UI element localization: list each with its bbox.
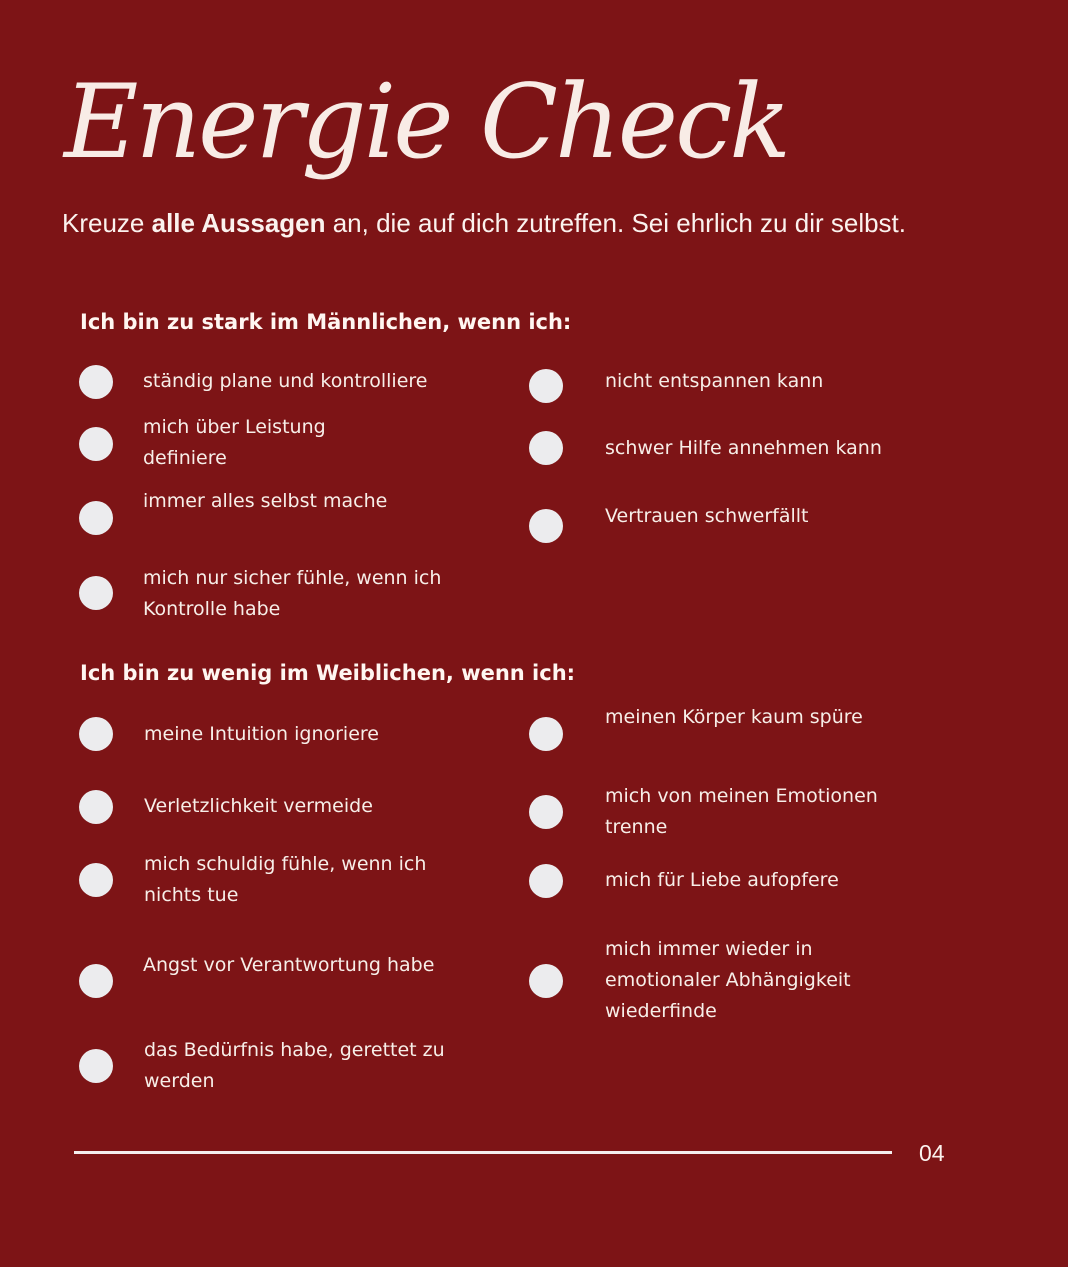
item-line: Angst vor Verantwortung habe (143, 954, 435, 976)
item-line: emotionaler Abhängigkeit (605, 969, 851, 991)
item-line: nicht entspannen kann (605, 370, 824, 392)
checklist-item-label (144, 1035, 445, 1097)
checkbox-circle[interactable] (529, 509, 563, 543)
item-line: mich immer wieder in (605, 938, 813, 960)
checklist-item-label (605, 433, 882, 464)
item-line: mich schuldig fühle, wenn ich (144, 853, 427, 875)
item-line: wiederfinde (605, 1000, 717, 1022)
checklist-item-label (605, 366, 823, 397)
checkbox-circle[interactable] (79, 790, 113, 824)
checklist-item-label (144, 791, 373, 822)
checkbox-circle[interactable] (529, 717, 563, 751)
checkbox-circle[interactable] (79, 964, 113, 998)
checklist-item-label (605, 501, 809, 532)
checkbox-circle[interactable] (79, 1049, 113, 1083)
item-line: mich über Leistung (143, 416, 326, 438)
checkbox-circle[interactable] (529, 864, 563, 898)
checklist-item-label (143, 486, 387, 517)
item-line: definiere (143, 447, 227, 469)
checklist-item-label (605, 702, 863, 733)
checklist-item-label (144, 849, 426, 911)
item-line: meinen Körper kaum spüre (605, 706, 863, 728)
intro-emphasis: alle Aussagen (151, 208, 326, 238)
page-number: 04 (919, 1140, 945, 1166)
checklist-item-label (143, 412, 326, 474)
checklist-item-label (605, 934, 851, 1027)
checklist-item-label (605, 781, 878, 843)
intro-text-start: Kreuze (62, 208, 152, 238)
checkbox-circle[interactable] (79, 365, 113, 399)
checkbox-circle[interactable] (529, 795, 563, 829)
checkbox-circle[interactable] (79, 427, 113, 461)
checklist-item-label (605, 865, 839, 896)
checkbox-circle[interactable] (79, 576, 113, 610)
section-title-masculine: Ich bin zu stark im Männlichen, wenn ich: (80, 310, 572, 334)
checkbox-circle[interactable] (529, 431, 563, 465)
checkbox-circle[interactable] (79, 717, 113, 751)
intro-text (62, 203, 944, 243)
checklist-item-label (143, 563, 441, 625)
section-title-feminine: Ich bin zu wenig im Weiblichen, wenn ich: (80, 661, 576, 685)
item-line: mich nur sicher fühle, wenn ich (143, 567, 442, 589)
item-line: Kontrolle habe (143, 598, 281, 620)
page-title: Energie Check (64, 63, 789, 182)
checkbox-circle[interactable] (529, 369, 563, 403)
item-line: ständig plane und kontrolliere (143, 370, 428, 392)
item-line: das Bedürfnis habe, gerettet zu (144, 1039, 445, 1061)
checkbox-circle[interactable] (79, 863, 113, 897)
item-line: mich für Liebe aufopfere (605, 869, 839, 891)
checkbox-circle[interactable] (79, 501, 113, 535)
checkbox-circle[interactable] (529, 964, 563, 998)
item-line: werden (144, 1070, 215, 1092)
item-line: nichts tue (144, 884, 239, 906)
item-line: immer alles selbst mache (143, 490, 388, 512)
checklist-item-label (143, 950, 434, 981)
intro-text-end: an, die auf dich zutreffen. Sei ehrlich zu dir selbst. (325, 208, 907, 238)
footer-divider (74, 1151, 892, 1154)
item-line: mich von meinen Emotionen (605, 785, 878, 807)
item-line: Verletzlichkeit vermeide (144, 795, 373, 817)
item-line: schwer Hilfe annehmen kann (605, 437, 882, 459)
item-line: trenne (605, 816, 668, 838)
checklist-item-label (143, 366, 427, 397)
checklist-item-label (144, 719, 379, 750)
item-line: meine Intuition ignoriere (144, 723, 379, 745)
item-line: Vertrauen schwerfällt (605, 505, 809, 527)
